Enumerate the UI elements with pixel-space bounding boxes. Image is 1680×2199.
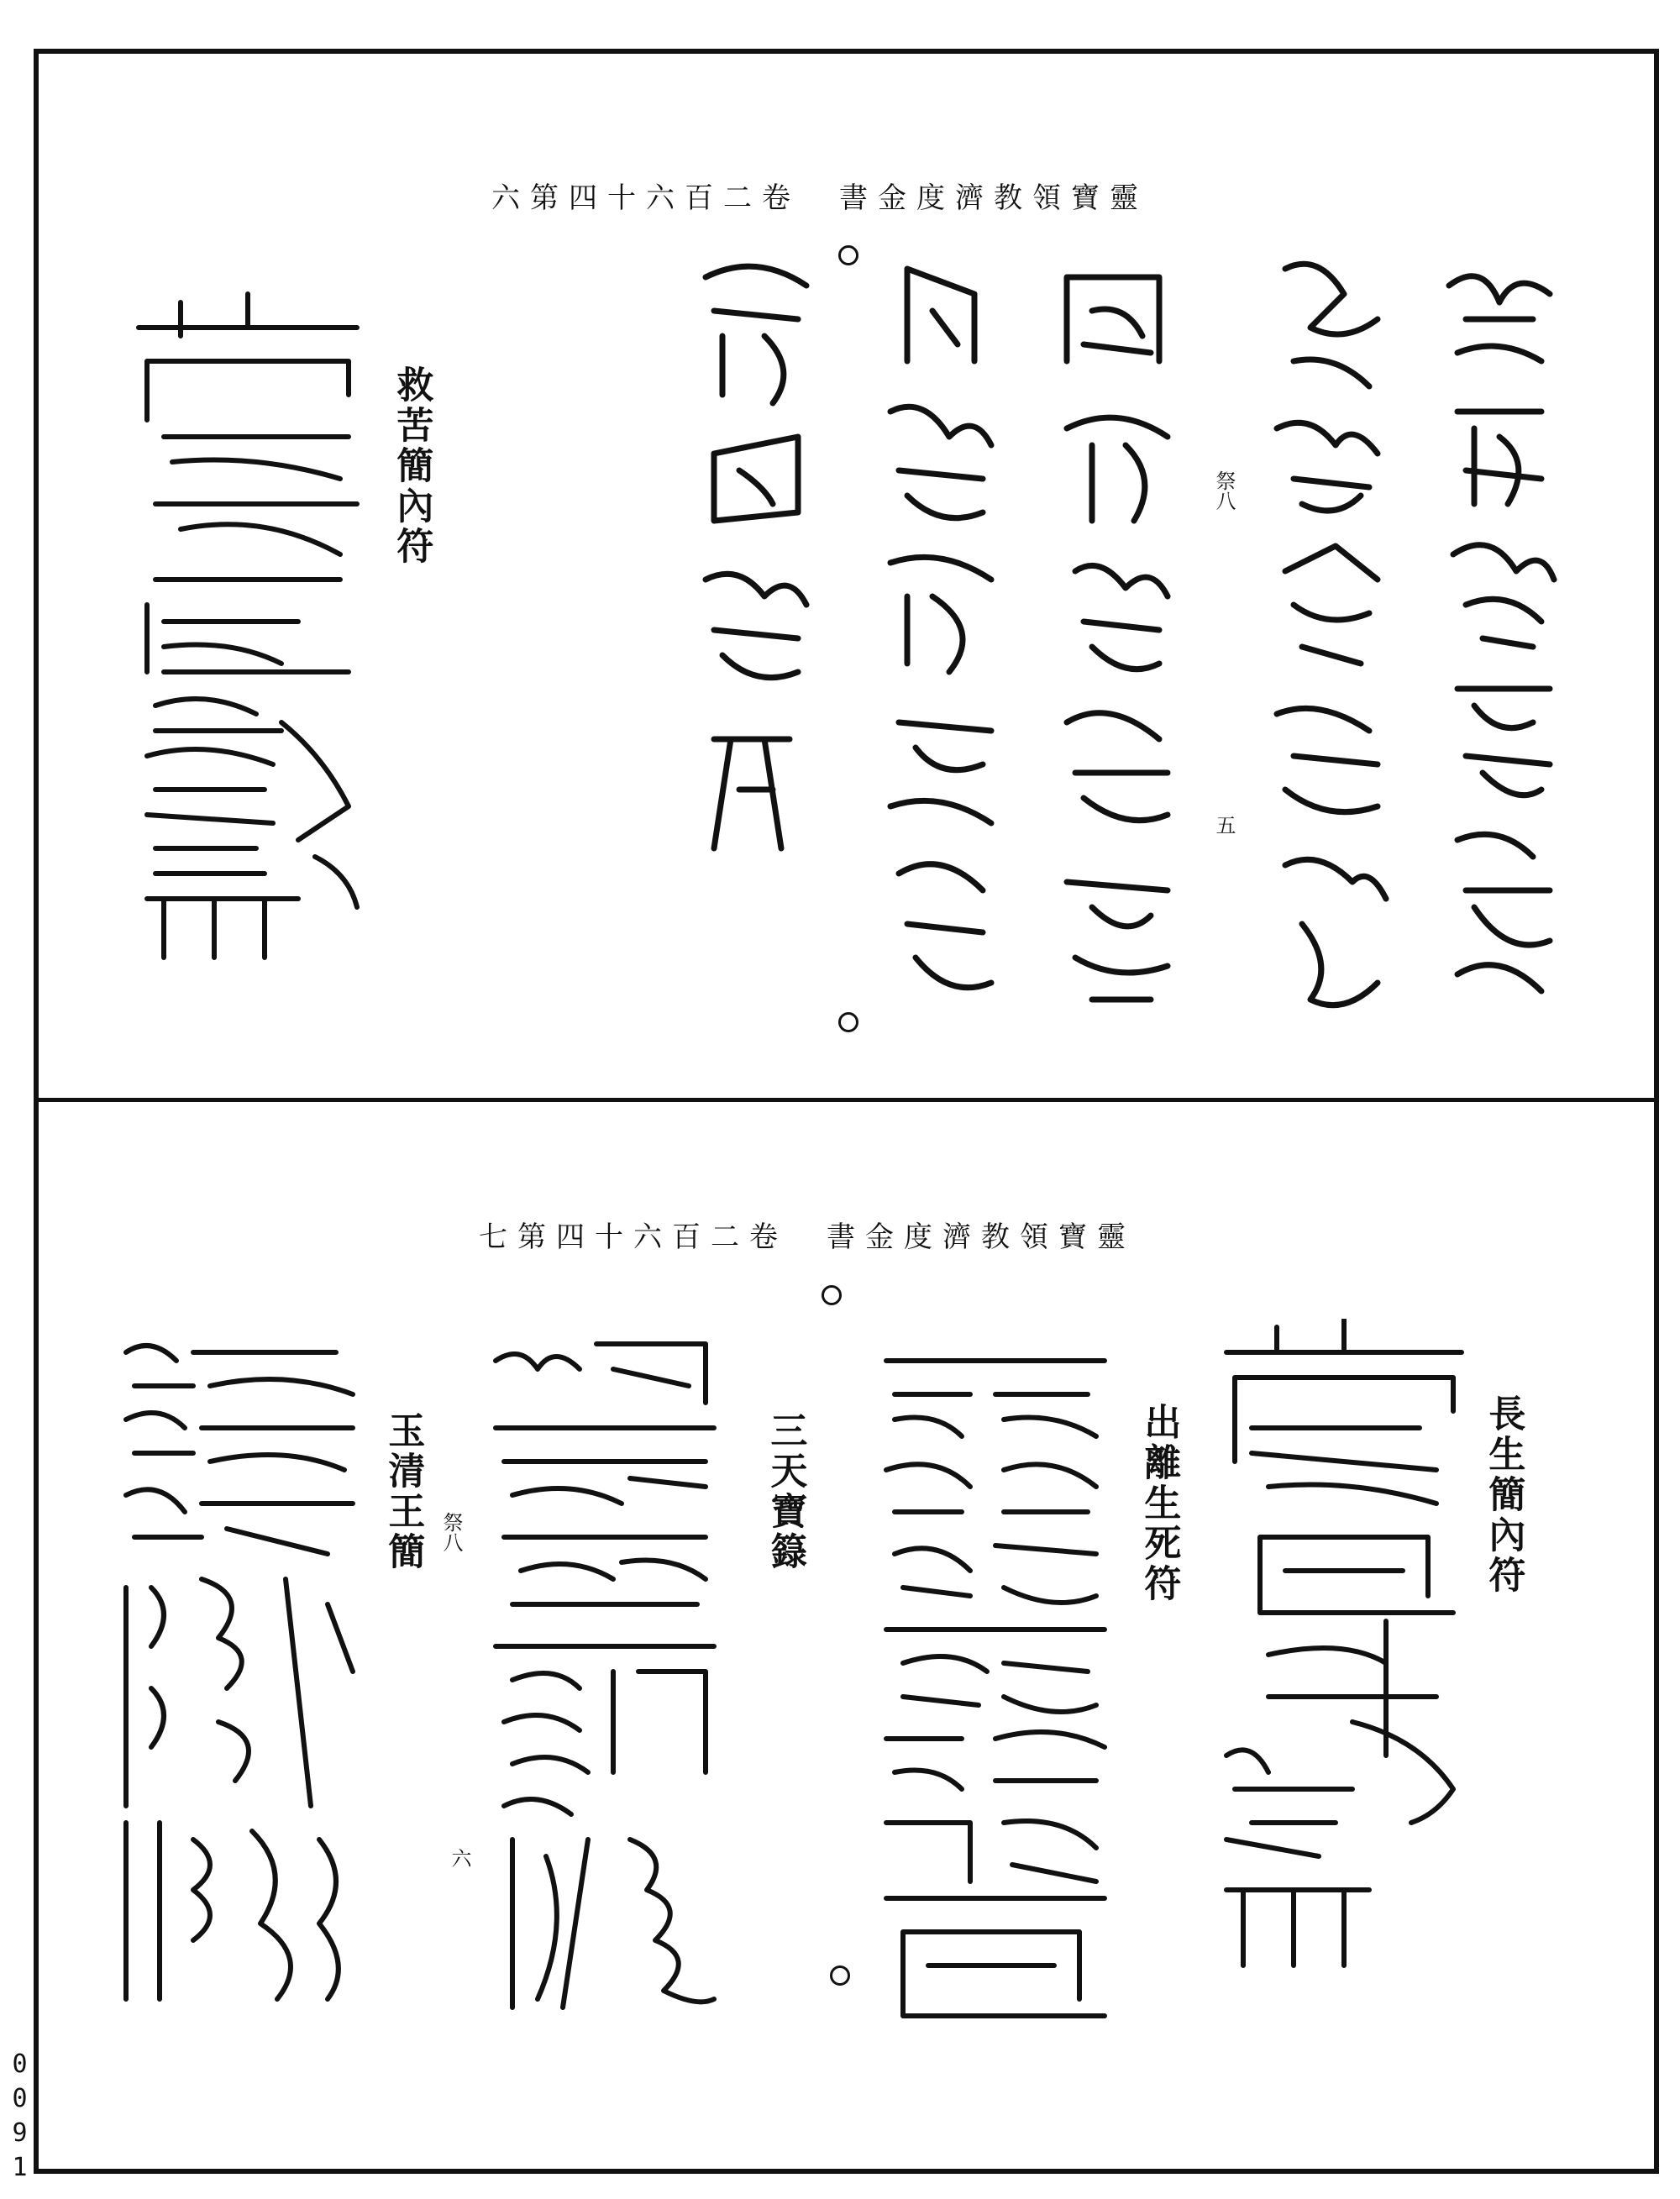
top-seal-column-4 bbox=[865, 244, 1008, 1033]
top-seal-column-5 bbox=[680, 244, 823, 882]
caption-chuli: 出離生死符 bbox=[1137, 1403, 1181, 1604]
top-seal-column-2 bbox=[1260, 244, 1394, 1033]
top-caption: 救苦簡內符 bbox=[390, 365, 433, 567]
top-circle-mark-2 bbox=[838, 1012, 858, 1032]
top-page-header: 六第四十六百二卷 書金度濟教領寶靈 bbox=[491, 181, 1148, 215]
talisman-yuqing bbox=[118, 1336, 361, 2007]
top-seal-column-3 bbox=[1042, 244, 1184, 1033]
top-note-1: 祭八 bbox=[1212, 470, 1236, 511]
caption-changsheng: 長生簡內符 bbox=[1482, 1394, 1525, 1596]
top-talisman bbox=[130, 286, 365, 966]
page-divider bbox=[34, 1098, 1659, 1102]
bottom-page-header: 七第四十六百二卷 書金度濟教領寶靈 bbox=[479, 1220, 1136, 1254]
bottom-note-1: 祭八 bbox=[439, 1512, 463, 1552]
bottom-circle-mark-1 bbox=[822, 1285, 842, 1305]
caption-yuqing: 玉清王簡 bbox=[381, 1411, 425, 1572]
talisman-chuli bbox=[869, 1344, 1121, 2041]
top-circle-mark-1 bbox=[838, 245, 858, 265]
talisman-changsheng bbox=[1218, 1319, 1470, 1974]
talisman-santian bbox=[487, 1336, 722, 2033]
top-note-2: 五 bbox=[1212, 815, 1236, 835]
bottom-circle-mark-2 bbox=[830, 1965, 850, 1986]
bottom-note-2: 六 bbox=[448, 1848, 471, 1868]
caption-santian: 三天寶籙 bbox=[764, 1411, 807, 1572]
top-seal-column-1 bbox=[1432, 252, 1567, 1033]
margin-page-number: 0091 bbox=[5, 2049, 34, 2187]
